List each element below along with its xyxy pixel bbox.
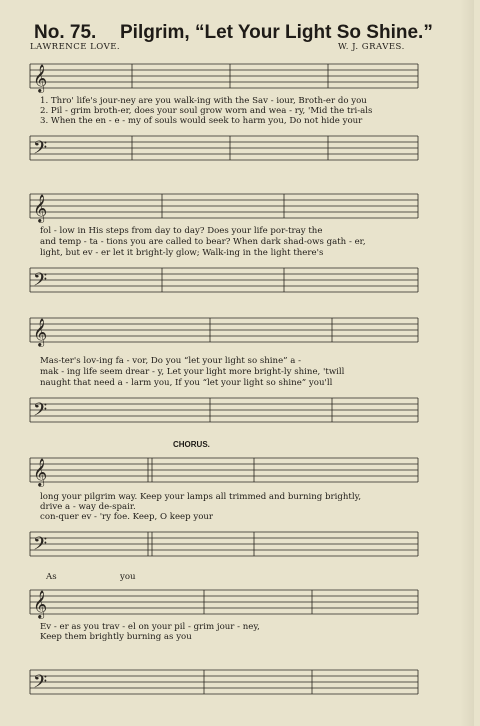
hymn-title: Pilgrim, “Let Your Light So Shine.” bbox=[120, 22, 433, 43]
verse-2-line: 2. Pil - grim broth-er, does your soul grow worn and wea - ry, 'Mid the tri-als bbox=[40, 106, 373, 116]
page-edge-shading bbox=[460, 0, 474, 726]
top-word-you: you bbox=[120, 572, 136, 582]
music-system-2 bbox=[22, 188, 420, 308]
svg-text:𝄞: 𝄞 bbox=[33, 318, 48, 346]
music-system-5 bbox=[22, 568, 420, 718]
svg-text:𝄞: 𝄞 bbox=[33, 194, 48, 222]
verse-3-line: 3. When the en - e - my of souls would seek to harm you, Do not hide your bbox=[40, 116, 363, 126]
verse-3-line: con-quer ev - 'ry foe. Keep, O keep your bbox=[40, 512, 214, 522]
music-system-1 bbox=[22, 58, 420, 188]
verse-1-line: long your pilgrim way. Keep your lamps all trimmed and burning brightly, bbox=[40, 492, 362, 502]
composer-credit: W. J. GRAVES. bbox=[338, 42, 405, 52]
svg-text:𝄞: 𝄞 bbox=[33, 458, 48, 486]
treble-staff-3 bbox=[22, 312, 420, 352]
verse-3-line: light, but ev - er let it bright-ly glow; Walk-ing in the light there's bbox=[40, 248, 324, 258]
verse-3-line: naught that need a - larm you, If you “let your light so shine” you'll bbox=[40, 378, 333, 388]
svg-text:𝄢: 𝄢 bbox=[33, 672, 48, 697]
music-system-3 bbox=[22, 312, 420, 442]
svg-text:𝄢: 𝄢 bbox=[33, 400, 48, 425]
top-word-as: As bbox=[46, 572, 57, 582]
verse-1-line: Ev - er as you trav - el on your pil - grim jour - ney, bbox=[40, 622, 260, 632]
treble-staff-1 bbox=[22, 58, 420, 98]
verse-2-line: and temp - ta - tions you are called to bear? When dark shad-ows gath - er, bbox=[40, 237, 366, 247]
bass-staff-4 bbox=[22, 526, 420, 566]
verse-2-line: Keep them brightly burning as you bbox=[40, 632, 192, 642]
lyricist-credit: LAWRENCE LOVE. bbox=[30, 42, 121, 52]
verse-1-line: 1. Thro' life's jour-ney are you walk-ing with the Sav - iour, Broth-er do you bbox=[40, 96, 367, 106]
svg-text:𝄞: 𝄞 bbox=[33, 590, 48, 618]
music-system-4 bbox=[22, 440, 420, 570]
svg-text:𝄢: 𝄢 bbox=[33, 534, 48, 559]
treble-staff-5 bbox=[22, 584, 420, 624]
bass-staff-5 bbox=[22, 664, 420, 708]
treble-staff-2 bbox=[22, 188, 420, 228]
svg-text:𝄢: 𝄢 bbox=[33, 270, 48, 295]
chorus-label: CHORUS. bbox=[173, 440, 210, 449]
svg-text:𝄞: 𝄞 bbox=[33, 64, 48, 92]
verse-1-line: Mas-ter's lov-ing fa - vor, Do you “let your light so shine” a - bbox=[40, 356, 302, 366]
treble-staff-4 bbox=[22, 452, 420, 492]
svg-text:𝄢: 𝄢 bbox=[33, 138, 48, 163]
verse-2-line: drive a - way de-spair. bbox=[40, 502, 136, 512]
verse-2-line: mak - ing life seem drear - y, Let your light more bright-ly shine, 'twill bbox=[40, 367, 345, 377]
verse-1-line: fol - low in His steps from day to day? Does your life por-tray the bbox=[40, 226, 323, 236]
bass-staff-1 bbox=[22, 130, 420, 180]
bass-staff-3 bbox=[22, 392, 420, 432]
bass-staff-2 bbox=[22, 262, 420, 302]
hymn-number: No. 75. bbox=[34, 22, 97, 43]
